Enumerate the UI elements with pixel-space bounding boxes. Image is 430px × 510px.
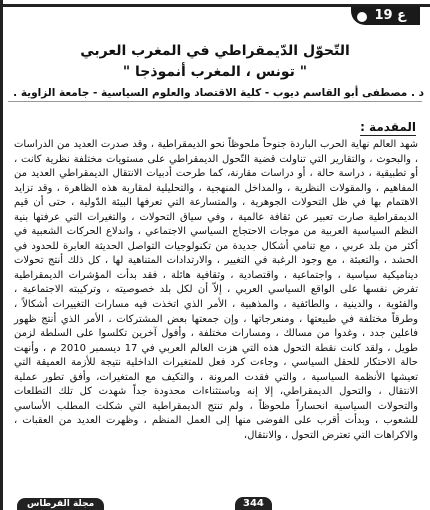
author-divider [8, 101, 422, 102]
journal-label: مجلة القرطاس [17, 498, 104, 510]
article-title: التّحوّل الدّيمقراطي في المغرب العربي [80, 43, 350, 59]
page-number: 344 [235, 497, 272, 510]
article-subtitle: " تونس ، المغرب أنموذجا " [122, 64, 308, 80]
section-heading: المقدمة : [360, 120, 416, 134]
body-paragraph: شهد العالم نهاية الحرب الباردة جنوحاً ملحوظاً نحو الديمقراطية ، وقد صدرت العديد من الدراسات ، والبحوث ، والتقارير التي تناولت قضية التّحول الديمقراطي على مستويات مختلفة نظرية كانت ، أو تطبيقية ، دراسة حالة ، أو دراسات مقارنة، كما طرحت أدبيات الانتقال الديمقراطي العديد من المفاهيم ، والمقولات النظرية ، والمداخل المنهجية ، والتحليلية لمقاربة هذه الظاهرة ، وقد تزايد الاهتمام بها في ظل التحولات الجوهرية ، والمتسارعة التي تعرفها البيئة الدّولية ، حتى أن قيم الديمقراطية صارت تعبير عن ثقافة عالمية ، وفي سياق التحولات ، والتغيرات التي عرفتها بنية النظم السياسية العربية من موجات الاحتجاج السياسي الاجتماعي ، واندلاع الحركات الشعبية في أكثر من بلد عربي ، مع تنامي أشكال جديدة من تكنولوجيات التواصل الحديثة العابرة للحدود في الحشد ، والتعبئة ، مع وجود الرغبة في التغيير ، والارتدادات المتناهية لها ، كل ذلك أنتج تحولات ديناميكية سياسية ، واجتماعية ، واقتصادية ، وثقافية هائلة ، فقد بدأت المؤشرات الديمقراطية تفرض نفسها على الواقع السياسي العربي ، إلاّ أن لكل بلد خصوصيته ، وتركيبته الاجتماعية ، والفئوية ، والدينية ، والطائفية ، والمذهبية ، الأمر الذي اتخذت فيه مسارات التغييرات أشكالاً ، وطرقاً مختلفة في طبيعتها ، ومنعرجاتها ، وإن جمعتها بعض المشتركات ، الأمر الذي أنتج ظهور فاعلين جدد ، وغدوا من مسالك ، ومسارات مختلفة ، وأفول آخرين تكلسوا على السلطة لزمن طويل ، ولقد كانت نقطة التحول هذه التي هزت العالم العربي في 17 ديسمبر 2010 م ، وأنهت حالة الاحتكار للحقل السياسي ، وجاءت كرد فعل للمتغيرات الداخلية نتيجة للأزمة العميقة التي تعيشها الأنظمة السياسية ، والتي فقدت المرونة ، والتكيف مع المتغيرات، وأفق تطور عملية الانتقال ، والتحول الديمقراطي، إلا إنه وباستثناءات محدودة جداً شهدت كل تلك التطلعات والتحولات السياسية انحساراً ملحوظاً ، ولم تنتج الديمقراطية التي شكلت المطلب الأساسي للشعوب ، وبدأت أقرب على الفوضى منها إلى العمل المنظم ، وظهرت العديد من العقبات ، والاكراهات التي تعترض التحول ، والانتقال، [14, 139, 418, 441]
article-title-block [30, 42, 400, 82]
page-footer [3, 496, 430, 510]
author-line: د . مصطفى أبو القاسم ديوب - كلية الاقتصاد والعلوم السياسية - جامعة الزاوية . [13, 87, 424, 99]
issue-number-tag: ع 19 [351, 6, 421, 25]
